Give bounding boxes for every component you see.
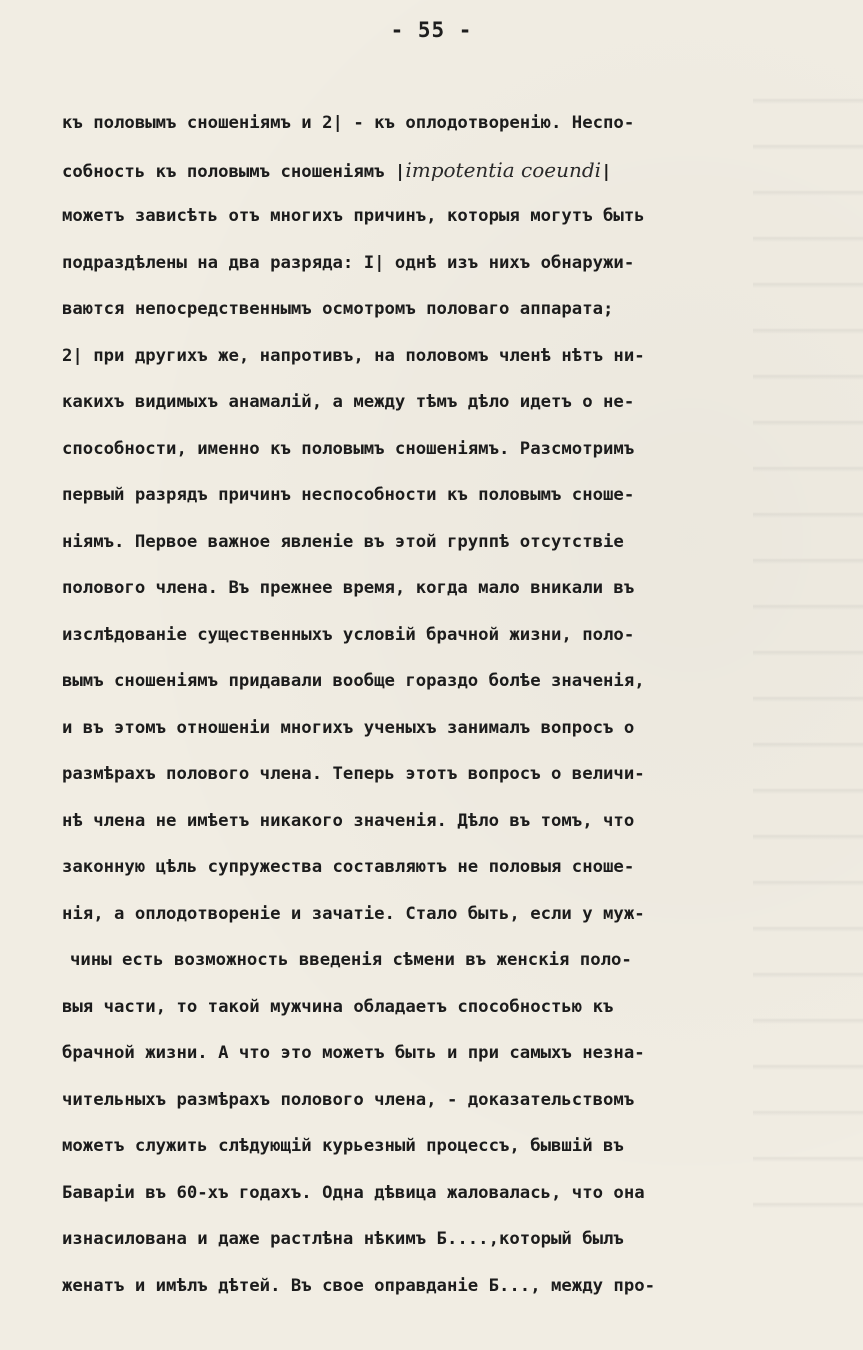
text-line: законную цѣль супружества составляютъ не половыя сноше- [62, 857, 635, 877]
text-line: чины есть возможность введенiя сѣмени въ женскiя поло- [70, 950, 632, 970]
text-line: къ половымъ сношенiямъ и 2| - къ оплодотворенiю. Неспо- [62, 113, 635, 133]
text-line: подраздѣлены на два разряда: I| однѣ изъ нихъ обнаружи- [62, 252, 635, 273]
text-line: первый разрядъ причинъ неспособности къ половымъ сноше- [62, 485, 635, 505]
text-line: нiямъ. Первое важное явленiе въ этой группѣ отсутствiе [62, 531, 624, 552]
text-line: какихъ видимыхъ анамалiй, а между тѣмъ дѣло идетъ о не- [62, 392, 635, 412]
text-line: женатъ и имѣлъ дѣтей. Въ свое оправданiе Б..., между про- [62, 1275, 656, 1296]
text-line: способности, именно къ половымъ сношенiямъ. Разсмотримъ [62, 438, 635, 459]
text-line: 2| при другихъ же, напротивъ, на половомъ членѣ нѣтъ ни- [62, 345, 645, 366]
text-line: можетъ зависѣть отъ многихъ причинъ, которыя могутъ быть [62, 206, 645, 226]
text-line: изслѣдованiе существенныхъ условiй брачной жизни, поло- [62, 624, 635, 645]
handwritten-annotation: impotentia coeundi [405, 157, 602, 182]
text-line: размѣрахъ полового члена. Теперь этотъ вопросъ о величи- [62, 764, 645, 784]
text-line: вымъ сношенiямъ придавали вообще гораздо болѣе значенiя, [62, 671, 645, 691]
text-line: выя части, то такой мужчина обладаетъ способностью къ [62, 996, 614, 1017]
text-line: полового члена. Въ прежнее время, когда мало вникали въ [62, 578, 635, 598]
text-line: ваются непосредственнымъ осмотромъ половаго аппарата; [62, 299, 614, 319]
text-line: можетъ служить слѣдующiй курьезный процессъ, бывшiй въ [62, 1136, 624, 1156]
text-line: нiя, а оплодотворенiе и зачатiе. Стало быть, если у муж- [62, 903, 645, 924]
page-number: - 55 - [390, 18, 473, 42]
text-line: и въ этомъ отношенiи многихъ ученыхъ занималъ вопросъ о [62, 717, 635, 738]
text-line: чительныхъ размѣрахъ полового члена, - доказательствомъ [62, 1089, 635, 1110]
text-line: брачной жизни. А что это можетъ быть и при самыхъ незна- [62, 1043, 645, 1063]
text-line: изнасилована и даже растлѣна нѣкимъ Б....,который былъ [62, 1229, 624, 1249]
text-line: Баварiи въ 60-хъ годахъ. Одна дѣвица жаловалась, что она [62, 1182, 645, 1203]
text-line: нѣ члена не имѣетъ никакого значенiя. Дѣло въ томъ, что [62, 810, 635, 831]
text-line: собность къ половымъ сношенiямъ |impotentia coeundi| [62, 157, 612, 182]
body-text [62, 100, 842, 1309]
